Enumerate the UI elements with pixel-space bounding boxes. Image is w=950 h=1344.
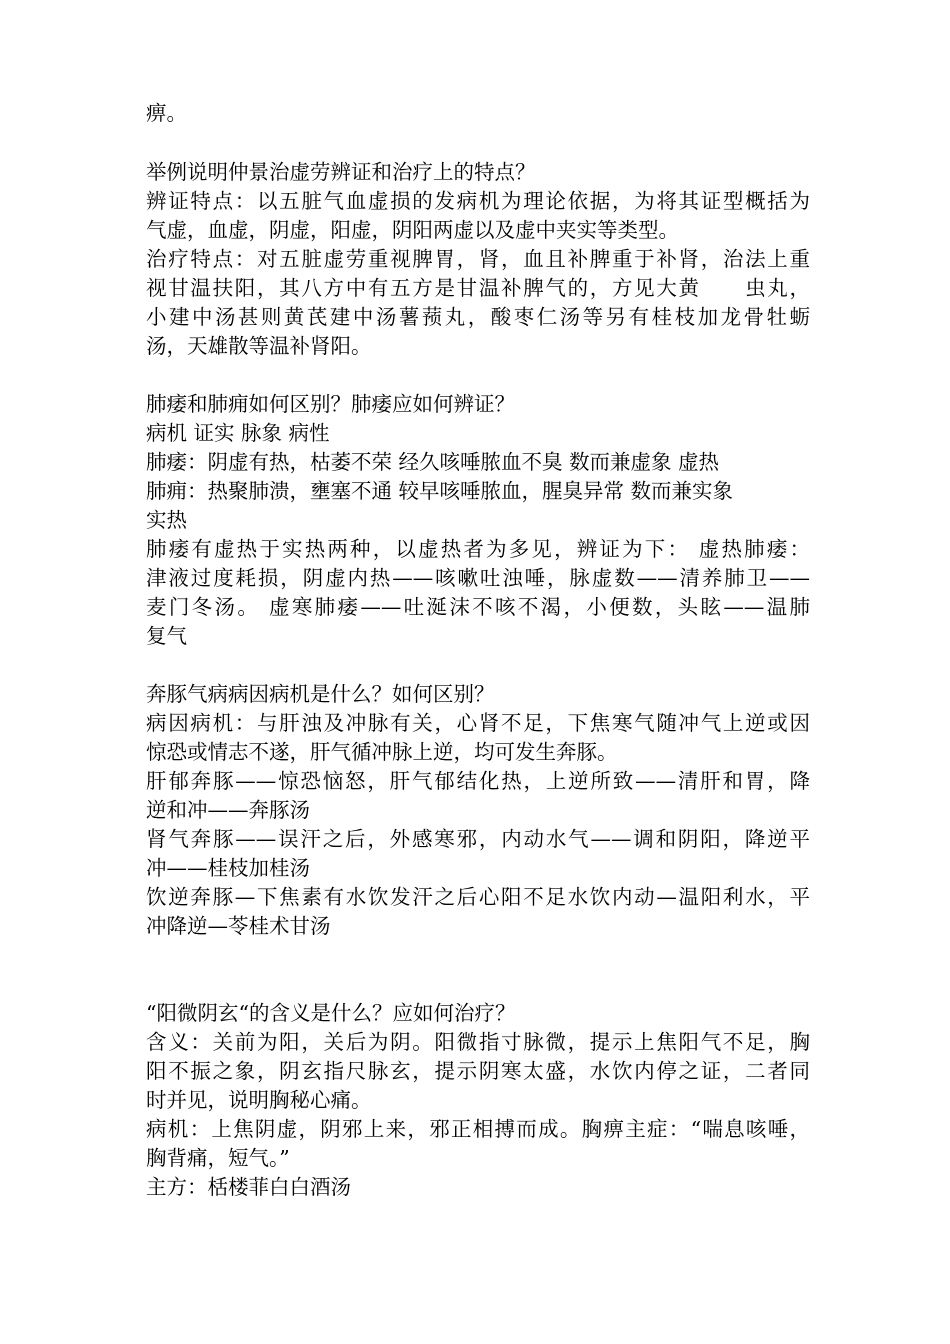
text-line: 实热: [146, 508, 187, 532]
text-line: 肺痿和肺痈如何区别？肺痿应如何辨证？: [146, 392, 515, 416]
text-line: 辨证特点：以五脏气血虚损的发病机为理论依据，为将其证型概括为: [146, 189, 810, 213]
text-line: 病机：上焦阴虚，阴邪上来，邪正相搏而成。胸痹主症：“喘息咳唾，: [146, 1117, 810, 1141]
text-line: 主方：栝楼菲白白酒汤: [146, 1175, 351, 1199]
text-line: 饮逆奔豚—下焦素有水饮发汗之后心阳不足水饮内动—温阳利水，平: [146, 885, 810, 909]
text-line: 视甘温扶阳，其八方中有五方是甘温补脾气的，方见大黄 虫丸，: [146, 276, 810, 300]
text-line: 奔豚气病病因病机是什么？如何区别？: [146, 682, 495, 706]
text-line: 复气: [146, 624, 187, 648]
text-line: 气虚，血虚，阴虚，阳虚，阴阳两虚以及虚中夹实等类型。: [146, 218, 679, 242]
text-line: 冲——桂枝加桂汤: [146, 856, 310, 880]
text-line: 小建中汤甚则黄芪建中汤薯蓣丸，酸枣仁汤等另有桂枝加龙骨牡蛎: [146, 305, 810, 329]
text-line: 肺痿有虚热于实热两种，以虚热者为多见，辨证为下： 虚热肺痿：: [146, 537, 810, 561]
text-line: 逆和冲——奔豚汤: [146, 798, 310, 822]
text-line: 肝郁奔豚——惊恐恼怒，肝气郁结化热，上逆所致——清肝和胃，降: [146, 769, 810, 793]
text-line: 胸背痛，短气。”: [146, 1146, 290, 1170]
text-line: 阳不振之象，阴玄指尺脉玄，提示阴寒太盛，水饮内停之证，二者同: [146, 1059, 810, 1083]
text-line: 肾气奔豚——误汗之后，外感寒邪，内动水气——调和阴阳，降逆平: [146, 827, 810, 851]
text-line: 治疗特点：对五脏虚劳重视脾胃，肾，血且补脾重于补肾，治法上重: [146, 247, 810, 271]
text-line: 麦门冬汤。 虚寒肺痿——吐涎沫不咳不渴，小便数，头眩——温肺: [146, 595, 810, 619]
text-line: 病因病机：与肝浊及冲脉有关，心肾不足，下焦寒气随冲气上逆或因: [146, 711, 810, 735]
text-line: 肺痿：阴虚有热，枯萎不荣 经久咳唾脓血不臭 数而兼虚象 虚热: [146, 450, 720, 474]
document-page: [146, 0, 816, 1344]
text-line: 汤，天雄散等温补肾阳。: [146, 334, 372, 358]
text-line: 惊恐或情志不遂，肝气循冲脉上逆，均可发生奔豚。: [146, 740, 618, 764]
text-line: 冲降逆—苓桂术甘汤: [146, 914, 331, 938]
text-line: 津液过度耗损，阴虚内热——咳嗽吐浊唾，脉虚数——清养肺卫——: [146, 566, 810, 590]
text-line: 肺痈：热聚肺溃，壅塞不通 较早咳唾脓血，腥臭异常 数而兼实象: [146, 479, 734, 503]
text-line: 含义：关前为阳，关后为阴。阳微指寸脉微，提示上焦阳气不足，胸: [146, 1030, 810, 1054]
text-line: 病机 证实 脉象 病性: [146, 421, 330, 445]
text-line: “阳微阴玄“的含义是什么？应如何治疗？: [146, 1001, 516, 1025]
text-line: 时并见，说明胸秘心痛。: [146, 1088, 372, 1112]
text-line: 举例说明仲景治虚劳辨证和治疗上的特点？: [146, 160, 536, 184]
text-line: 痹。: [146, 101, 187, 125]
